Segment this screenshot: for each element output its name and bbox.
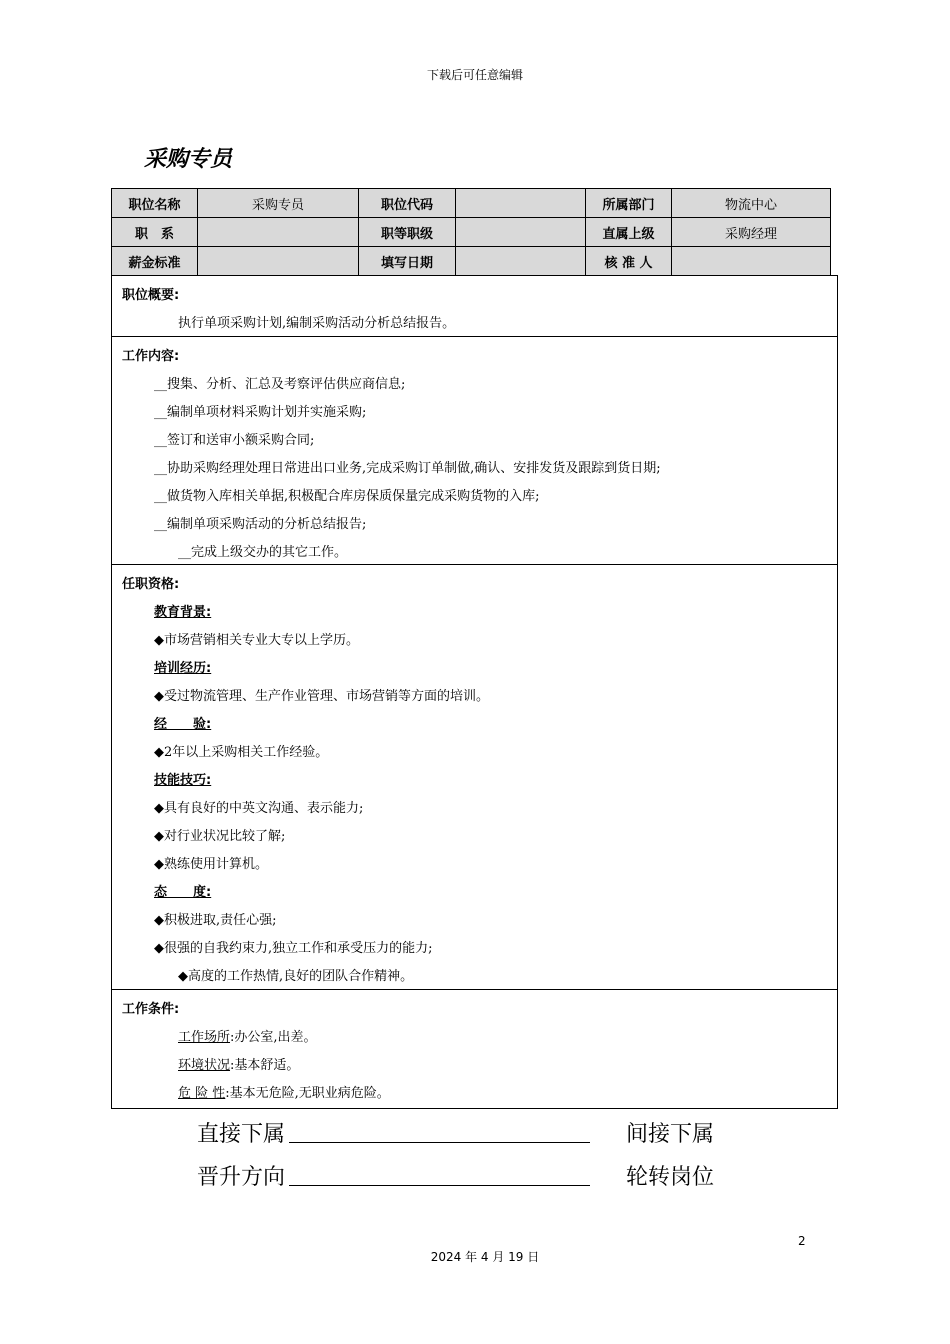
table-cell: 采购经理: [672, 218, 831, 247]
list-item: ◆2年以上采购相关工作经验。: [154, 745, 329, 760]
list-item: ◆受过物流管理、生产作业管理、市场营销等方面的培训。: [154, 689, 489, 704]
list-item: __编制单项采购活动的分析总结报告;: [154, 517, 367, 532]
rotation-label: 轮转岗位: [626, 1165, 715, 1190]
table-cell: 核 准 人: [586, 247, 672, 276]
condition-value: :基本舒适。: [230, 1058, 300, 1073]
overview-heading: 职位概要:: [122, 288, 180, 303]
list-item: ◆很强的自我约束力,独立工作和承受压力的能力;: [154, 941, 433, 956]
table-cell: 职位名称: [112, 189, 198, 218]
duties-section: [111, 336, 838, 565]
list-item: [178, 1054, 299, 1073]
indirect-subordinate-label: 间接下属: [626, 1122, 715, 1147]
list-item: ◆市场营销相关专业大专以上学历。: [154, 633, 359, 648]
attitude-label: 态 度:: [154, 885, 212, 900]
education-label: 教育背景:: [154, 605, 212, 620]
qualifications-heading: 任职资格:: [122, 577, 180, 592]
page-title: 采购专员: [144, 147, 233, 172]
page-number: 2: [798, 1234, 806, 1248]
list-item: ◆具有良好的中英文沟通、表示能力;: [154, 801, 364, 816]
table-cell: [198, 247, 359, 276]
table-cell: [672, 247, 831, 276]
promotion-label: 晋升方向: [197, 1165, 286, 1190]
condition-label: 危 险 性: [178, 1086, 226, 1101]
experience-label: 经 验:: [154, 717, 212, 732]
list-item: [178, 1082, 390, 1101]
table-cell: 采购专员: [198, 189, 359, 218]
table-cell: 职位代码: [359, 189, 456, 218]
position-info-table: [111, 188, 831, 276]
conditions-heading: 工作条件:: [122, 1002, 180, 1017]
direct-subordinate-label: 直接下属: [197, 1122, 286, 1147]
list-item: __编制单项材料采购计划并实施采购;: [154, 405, 367, 420]
table-cell: 职 系: [112, 218, 198, 247]
table-cell: 薪金标准: [112, 247, 198, 276]
table-cell: 填写日期: [359, 247, 456, 276]
header-note: 下载后可任意编辑: [426, 68, 523, 82]
overview-section: [111, 275, 838, 337]
list-item: ◆积极进取,责任心强;: [154, 913, 277, 928]
condition-value: :基本无危险,无职业病危险。: [225, 1086, 390, 1101]
list-item: ◆高度的工作热情,良好的团队合作精神。: [178, 969, 414, 984]
condition-label: 工作场所: [178, 1030, 231, 1045]
list-item: ◆熟练使用计算机。: [154, 857, 268, 872]
list-item: __协助采购经理处理日常进出口业务,完成采购订单制做,确认、安排发货及跟踪到货日期;: [154, 461, 661, 476]
table-row: [112, 189, 831, 218]
table-cell: 物流中心: [672, 189, 831, 218]
table-cell: 直属上级: [586, 218, 672, 247]
list-item: [178, 1026, 317, 1045]
list-item: __搜集、分析、汇总及考察评估供应商信息;: [154, 377, 406, 392]
promotion-blank[interactable]: [289, 1185, 590, 1186]
condition-value: :办公室,出差。: [230, 1030, 317, 1045]
table-cell: 所属部门: [586, 189, 672, 218]
footer-date: 2024 年 4 月 19 日: [430, 1250, 540, 1264]
table-cell: [198, 218, 359, 247]
table-cell: [456, 218, 586, 247]
table-row: [112, 218, 831, 247]
table-cell: [456, 189, 586, 218]
skills-label: 技能技巧:: [154, 773, 212, 788]
table-row: [112, 247, 831, 276]
training-label: 培训经历:: [154, 661, 212, 676]
list-item: ◆对行业状况比较了解;: [154, 829, 286, 844]
direct-subordinate-blank[interactable]: [289, 1142, 590, 1143]
list-item: __签订和送审小额采购合同;: [154, 433, 315, 448]
overview-text: 执行单项采购计划,编制采购活动分析总结报告。: [178, 316, 456, 331]
list-item: __做货物入库相关单据,积极配合库房保质保量完成采购货物的入库;: [154, 489, 540, 504]
condition-label: 环境状况: [178, 1058, 231, 1073]
qualifications-section: [111, 564, 838, 990]
table-cell: 职等职级: [359, 218, 456, 247]
list-item: __完成上级交办的其它工作。: [178, 545, 348, 560]
duties-heading: 工作内容:: [122, 349, 180, 364]
table-cell: [456, 247, 586, 276]
conditions-section: [111, 989, 838, 1109]
